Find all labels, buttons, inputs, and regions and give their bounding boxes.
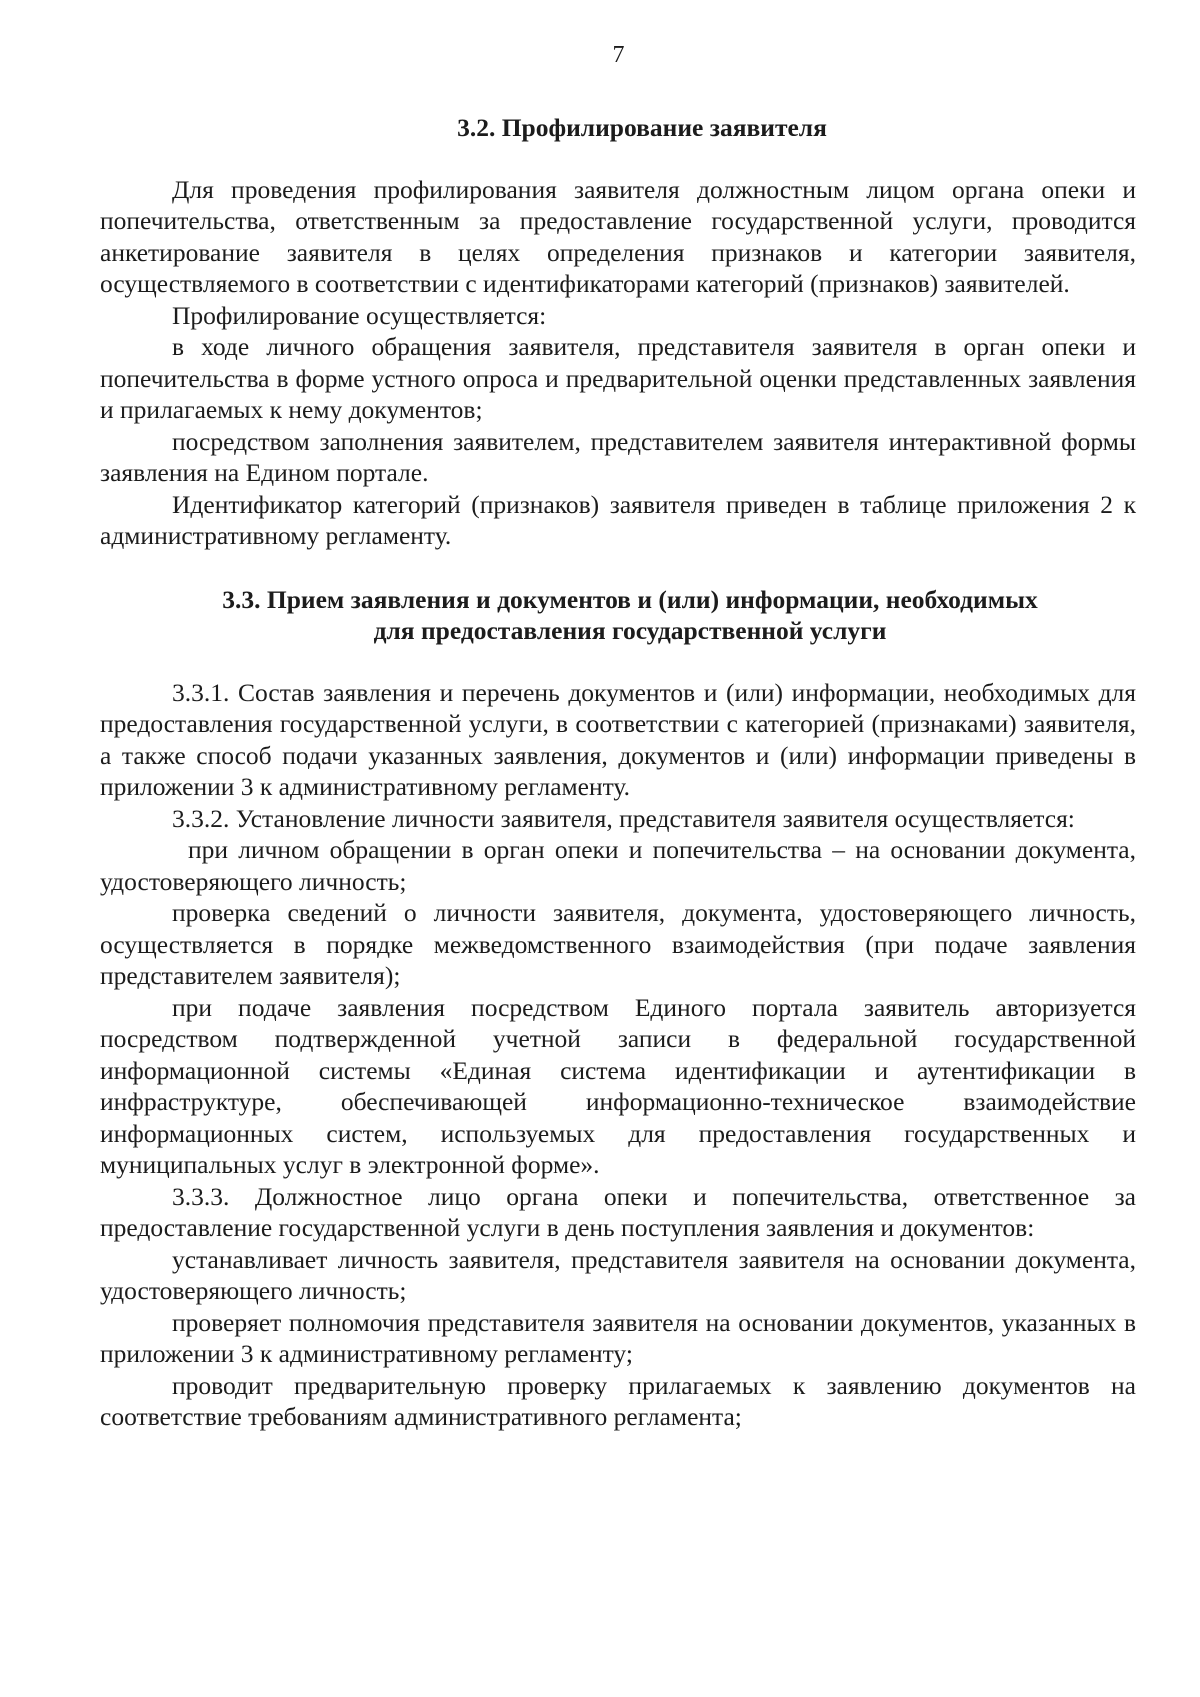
section-3-3-heading-line-2: для предоставления государственной услуги <box>373 616 887 645</box>
paragraph: 3.3.3. Должностное лицо органа опеки и попечительства, ответственное за предоставление государственной услуги в день поступления заявления и документов: <box>100 1181 1136 1242</box>
section-3-2-heading: 3.2. Профилирование заявителя <box>457 113 827 142</box>
paragraph: проверка сведений о личности заявителя, документа, удостоверяющего личность, осуществляется в порядке межведомственного взаимодействия (при подаче заявления представителем заявителя); <box>100 898 1136 990</box>
paragraph: Профилирование осуществляется: <box>172 300 547 330</box>
section-3-3-heading <box>100 584 1136 647</box>
paragraph: проводит предварительную проверку прилагаемых к заявлению документов на соответствие требованиям административного регламента; <box>100 1370 1136 1431</box>
paragraph: устанавливает личность заявителя, представителя заявителя на основании документа, удостоверяющего личность; <box>100 1244 1136 1305</box>
section-3-3-heading-line-1: 3.3. Прием заявления и документов и (или) информации, необходимых <box>222 584 1038 614</box>
paragraph: в ходе личного обращения заявителя, представителя заявителя в орган опеки и попечительства в форме устного опроса и предварительной оценки представленных заявления и прилагаемых к нему документов; <box>100 332 1136 424</box>
paragraph: посредством заполнения заявителем, представителем заявителя интерактивной формы заявления на Едином портале. <box>100 426 1136 487</box>
document-body <box>100 112 1136 1433</box>
paragraph: при личном обращении в орган опеки и попечительства – на основании документа, удостоверяющего личность; <box>100 835 1136 896</box>
paragraph: 3.3.1. Состав заявления и перечень документов и (или) информации, необходимых для предоставления государственной услуги, в соответствии с категорией (признаками) заявителя, а также способ подачи указанных заявления, документов и (или) информации приведены в приложении 3 к административному регламенту. <box>100 677 1136 801</box>
paragraph: проверяет полномочия представителя заявителя на основании документов, указанных в приложении 3 к административному регламенту; <box>100 1307 1136 1368</box>
paragraph: Идентификатор категорий (признаков) заявителя приведен в таблице приложения 2 к административному регламенту. <box>100 489 1136 550</box>
page-number: 7 <box>612 42 625 68</box>
paragraph: 3.3.2. Установление личности заявителя, представителя заявителя осуществляется: <box>172 803 1075 833</box>
paragraph: при подаче заявления посредством Единого портала заявитель авторизуется посредством подтвержденной учетной записи в федеральной государственной информационной системы «Единая система идентификации и аутентификации в инфраструктуре, обеспечивающей информационно-техническое взаимодействие информационных систем, используемых для предоставления государственных и муниципальных услуг в электронной форме». <box>100 992 1136 1179</box>
paragraph: Для проведения профилирования заявителя должностным лицом органа опеки и попечительства, ответственным за предоставление государственной услуги, проводится анкетирование заявителя в целях определения признаков и категории заявителя, осуществляемого в соответствии с идентификаторами категорий (признаков) заявителей. <box>100 174 1136 298</box>
